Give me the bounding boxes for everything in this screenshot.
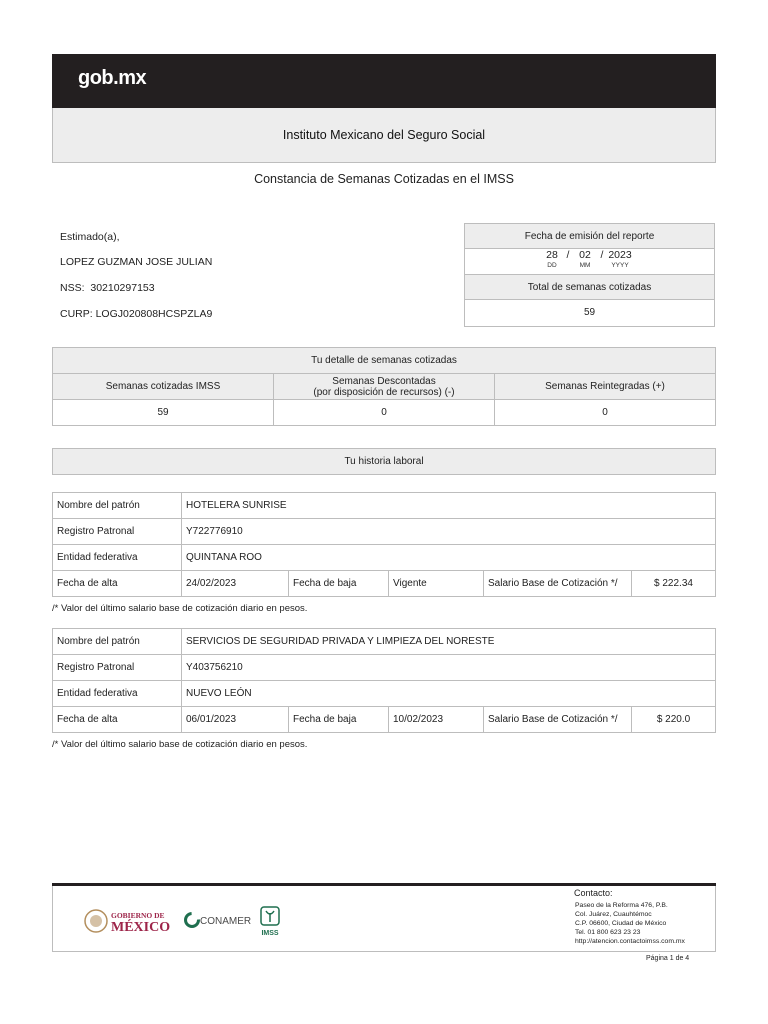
nss-line: NSS: 30210297153: [60, 282, 155, 294]
employer-name: SERVICIOS DE SEGURIDAD PRIVADA Y LIMPIEZA DEL NORESTE: [182, 629, 716, 655]
employer-alta: 06/01/2023: [182, 707, 289, 733]
label-salario: Salario Base de Cotización */: [484, 707, 632, 733]
val-weeks-reinstated: 0: [495, 400, 716, 426]
nss-value: 30210297153: [90, 282, 155, 294]
label-patron: Nombre del patrón: [53, 629, 182, 655]
employer-alta: 24/02/2023: [182, 571, 289, 597]
salary-note: /* Valor del último salario base de cotización diario en pesos.: [52, 739, 308, 750]
label-entidad: Entidad federativa: [53, 545, 182, 571]
conamer-text: CONAMER: [200, 916, 252, 927]
label-alta: Fecha de alta: [53, 707, 182, 733]
gobierno-de-mexico-logo: [84, 906, 174, 936]
curp-line: CURP: LOGJ020808HCSPZLA9: [60, 308, 213, 320]
salary-note: /* Valor del último salario base de cotización diario en pesos.: [52, 603, 308, 614]
label-baja: Fecha de baja: [289, 571, 389, 597]
contact-colonia: Col. Juárez, Cuauhtémoc: [575, 911, 652, 918]
document-title: Constancia de Semanas Cotizadas en el IMSS: [254, 172, 514, 186]
employer-baja: Vigente: [389, 571, 484, 597]
total-weeks-value: 59: [464, 300, 715, 327]
gobmx-logo[interactable]: gob.mx: [78, 67, 147, 89]
label-alta: Fecha de alta: [53, 571, 182, 597]
employer-table: [52, 628, 716, 733]
date-sep: /: [566, 249, 570, 261]
contact-cp: C.P. 06600, Ciudad de México: [575, 920, 667, 927]
val-weeks-imss: 59: [53, 400, 274, 426]
history-title: Tu historia laboral: [53, 449, 716, 475]
employer-registro: Y722776910: [182, 519, 716, 545]
label-registro: Registro Patronal: [53, 519, 182, 545]
col-weeks-reinstated: Semanas Reintegradas (+): [495, 374, 716, 400]
report-date: [464, 249, 715, 275]
col-weeks-discounted: Semanas Descontadas (por disposición de recursos) (-): [274, 374, 495, 400]
header-bar: [52, 54, 716, 108]
total-weeks-label: Total de semanas cotizadas: [464, 274, 715, 300]
employer-registro: Y403756210: [182, 655, 716, 681]
curp-value: LOGJ020808HCSPZLA9: [95, 308, 213, 320]
col-weeks-imss: Semanas cotizadas IMSS: [53, 374, 274, 400]
date-sep: /: [600, 249, 604, 261]
weeks-detail-table: [52, 347, 716, 426]
gob-logo-line2: MÉXICO: [111, 920, 171, 935]
employer-entidad: QUINTANA ROO: [182, 545, 716, 571]
contact-url[interactable]: http://atencion.contactoimss.com.mx: [575, 938, 685, 945]
date-day: 28 DD: [546, 249, 558, 269]
report-date-label: Fecha de emisión del reporte: [464, 223, 715, 249]
date-year: 2023 YYYY: [608, 249, 632, 269]
date-month: 02 MM: [579, 249, 591, 269]
employer-baja: 10/02/2023: [389, 707, 484, 733]
page-number: Página 1 de 4: [646, 955, 690, 962]
employer-name: HOTELERA SUNRISE: [182, 493, 716, 519]
weeks-detail-title: Tu detalle de semanas cotizadas: [53, 348, 716, 374]
imss-logo: [258, 905, 282, 937]
employer-salario: $ 220.0: [632, 707, 716, 733]
greeting: Estimado(a),: [60, 231, 120, 243]
contact-phone: Tel. 01 800 623 23 23: [575, 929, 641, 936]
imss-text: IMSS: [261, 930, 279, 937]
person-name: LOPEZ GUZMAN JOSE JULIAN: [60, 256, 213, 268]
gob-logo-line1: GOBIERNO DE: [111, 911, 165, 920]
label-salario: Salario Base de Cotización */: [484, 571, 632, 597]
label-registro: Registro Patronal: [53, 655, 182, 681]
institution-title: Instituto Mexicano del Seguro Social: [52, 108, 716, 163]
val-weeks-discounted: 0: [274, 400, 495, 426]
label-patron: Nombre del patrón: [53, 493, 182, 519]
employer-entidad: NUEVO LEÓN: [182, 681, 716, 707]
contact-title: Contacto:: [574, 888, 613, 898]
employer-salario: $ 222.34: [632, 571, 716, 597]
employer-table: [52, 492, 716, 597]
conamer-logo: [184, 910, 254, 930]
label-entidad: Entidad federativa: [53, 681, 182, 707]
label-baja: Fecha de baja: [289, 707, 389, 733]
history-title-table: [52, 448, 716, 475]
contact-address: Paseo de la Reforma 476, P.B.: [575, 902, 668, 909]
conamer-icon: [186, 914, 199, 927]
